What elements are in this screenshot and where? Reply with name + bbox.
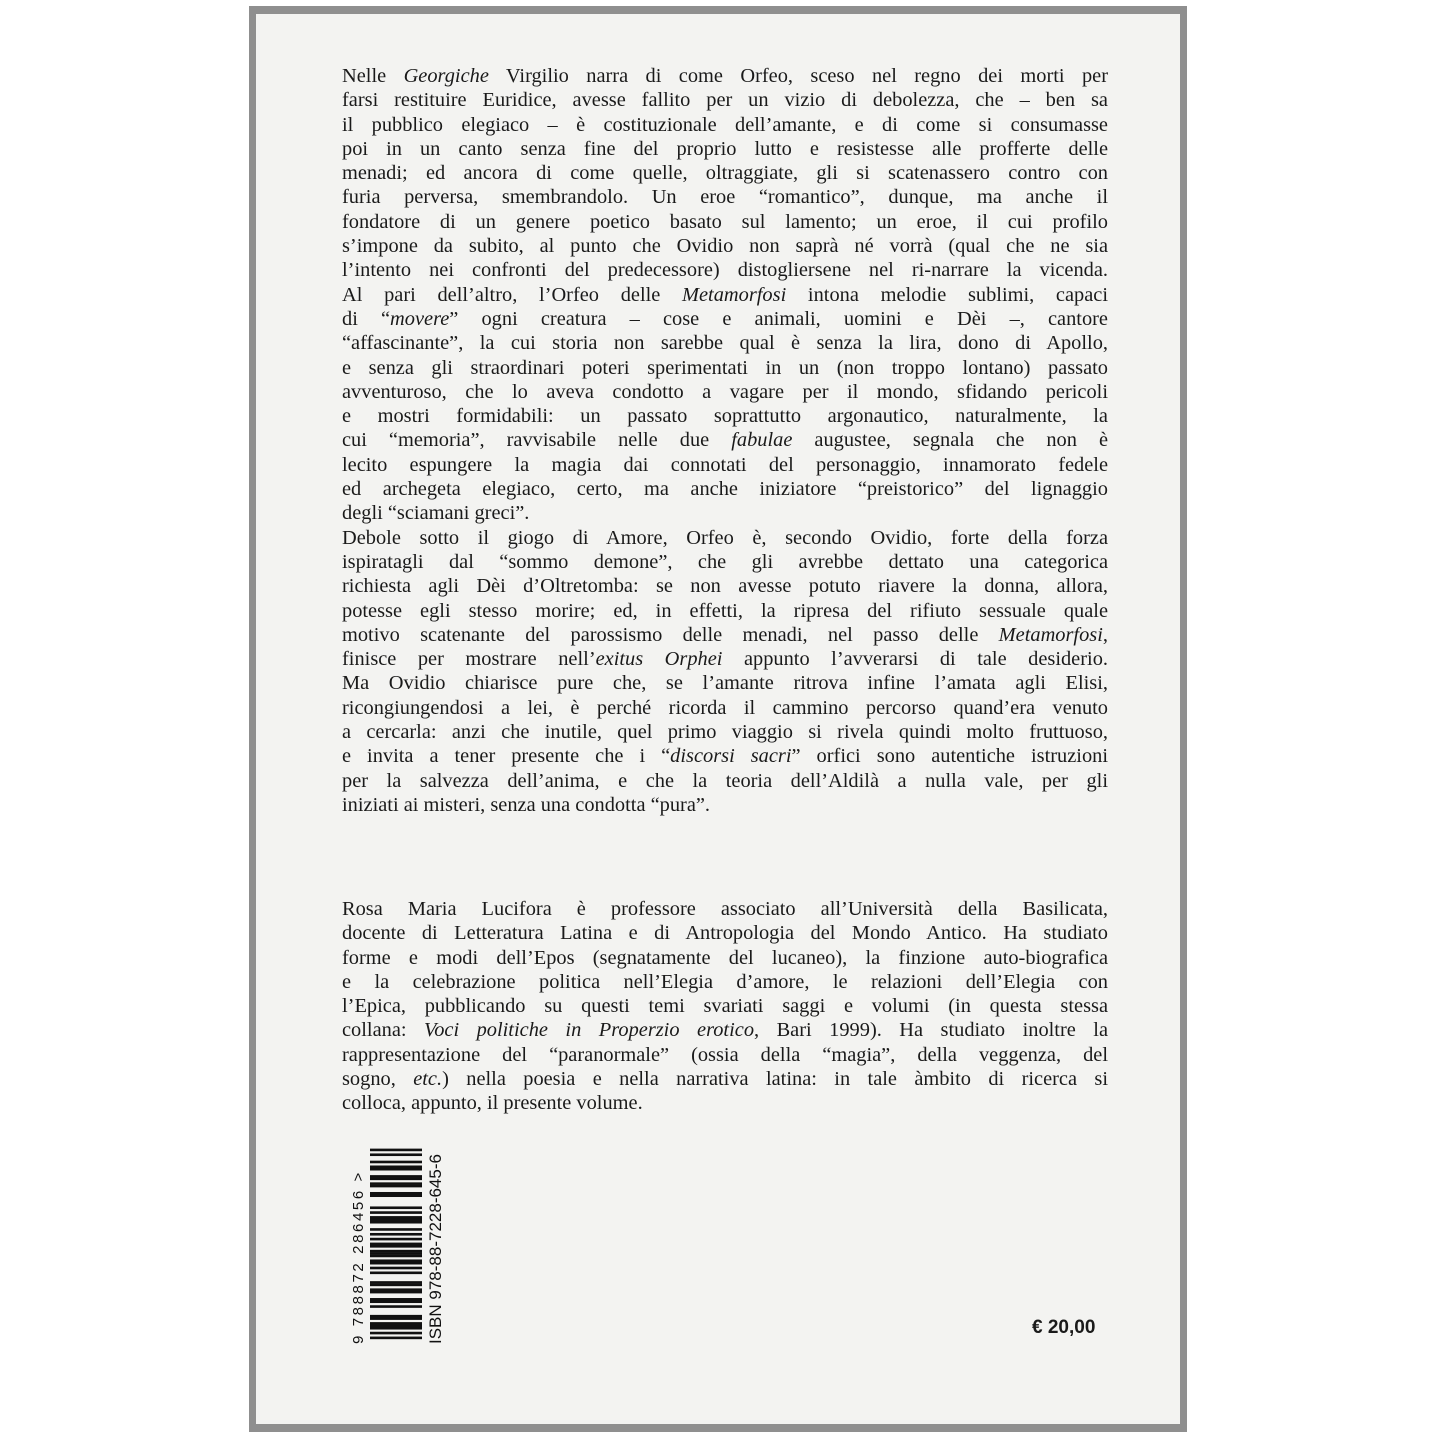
text-line	[342, 599, 1108, 623]
barcode-bar	[370, 1168, 422, 1171]
text-line	[342, 623, 1108, 647]
barcode-bar	[370, 1245, 422, 1248]
text-line	[342, 1043, 1108, 1067]
text-line	[342, 671, 1108, 695]
text-segment: l’intento nei confronti del predecessore) distogliersene nel ri-narrare la vicenda.	[342, 259, 1108, 282]
text-segment: menadi; ed ancora di come quelle, oltraggiate, gli si scatenassero contro con	[342, 162, 1108, 185]
text-segment: richiesta agli Dèi d’Oltretomba: se non avesse potuto riavere la donna, allora,	[342, 575, 1108, 598]
text-segment: s’impone da subito, al punto che Ovidio non saprà né vorrà (qual che ne sia	[342, 235, 1108, 258]
barcode-bar	[370, 1337, 422, 1340]
text-segment: ,	[1102, 623, 1108, 646]
text-segment: intona melodie sublimi, capaci	[786, 283, 1108, 306]
barcode-bar	[370, 1267, 422, 1270]
text-segment: farsi restituire Euridice, avesse fallito per un vizio di debolezza, che – ben sa	[342, 89, 1108, 112]
text-line	[342, 501, 1108, 525]
text-line	[342, 283, 1108, 307]
text-line	[342, 356, 1108, 380]
text-segment: fondatore di un genere poetico basato sul lamento; un eroe, il cui profilo	[342, 210, 1108, 233]
text-line	[342, 428, 1108, 452]
italic-text: Voci politiche in Properzio erotico	[424, 1019, 755, 1042]
text-segment: lecito espungere la magia dai connotati del personaggio, innamorato fedele	[342, 453, 1108, 476]
barcode-bar	[370, 1322, 422, 1325]
barcode-bar	[370, 1216, 422, 1219]
text-line	[342, 185, 1108, 209]
italic-text: discorsi sacri	[670, 745, 792, 768]
text-segment: e la celebrazione politica nell’Elegia d’amore, le relazioni dell’Elegia con	[342, 970, 1108, 993]
text-line	[342, 970, 1108, 994]
back-cover	[256, 14, 1180, 1424]
text-segment: ricongiungendosi a lei, è perché ricorda il cammino percorso quand’era venuto	[342, 696, 1108, 719]
italic-text: etc.	[413, 1068, 443, 1091]
text-line	[342, 769, 1108, 793]
barcode-bar	[370, 1182, 422, 1185]
text-line	[342, 1091, 1108, 1115]
text-segment: ) nella poesia e nella narrativa latina: in tale àmbito di ricerca si	[442, 1068, 1108, 1091]
text-line	[342, 234, 1108, 258]
text-line	[342, 453, 1108, 477]
text-segment: poi in un canto senza fine del proprio lutto e resistesse alle profferte delle	[342, 137, 1108, 160]
text-line	[342, 897, 1108, 921]
text-segment: docente di Letteratura Latina e di Antropologia del Mondo Antico. Ha studiato	[342, 922, 1108, 945]
text-line	[342, 526, 1108, 550]
text-line	[342, 331, 1108, 355]
barcode-bar	[370, 1194, 422, 1197]
text-segment: colloca, appunto, il presente volume.	[342, 1092, 643, 1115]
text-segment: ispiratagli dal “sommo demone”, che gli avrebbe dettato una categorica	[342, 550, 1108, 573]
text-segment: l’Epica, pubblicando su questi temi svariati saggi e volumi (in questa stessa	[342, 995, 1108, 1018]
text-segment: ” orfici sono autentiche istruzioni	[791, 745, 1108, 768]
text-line	[342, 477, 1108, 501]
text-line	[342, 696, 1108, 720]
text-line	[342, 793, 1108, 817]
italic-text: exitus Orphei	[595, 648, 723, 671]
text-segment: motivo scatenante del parossismo delle menadi, nel passo delle	[342, 623, 999, 646]
barcode-bar	[370, 1281, 422, 1284]
text-line	[342, 210, 1108, 234]
barcode-bar	[370, 1228, 422, 1231]
barcode-bar	[370, 1185, 422, 1188]
text-segment: e mostri formidabili: un passato soprattutto argonautico, naturalmente, la	[342, 405, 1108, 428]
text-line	[342, 137, 1108, 161]
barcode-bar	[370, 1178, 422, 1181]
text-line	[342, 113, 1108, 137]
text-segment: appunto l’avverarsi di tale desiderio.	[722, 648, 1108, 671]
italic-text: fabulae	[731, 429, 793, 452]
barcode-bar	[370, 1298, 422, 1301]
text-segment: e senza gli straordinari poteri sperimentati in un (non troppo lontano) passato	[342, 356, 1108, 379]
isbn-number: ISBN 978-88-7228-645-6	[426, 1154, 445, 1344]
text-line	[342, 161, 1108, 185]
text-segment: e invita a tener presente che i “	[342, 745, 671, 768]
barcode-bar	[370, 1300, 422, 1303]
text-line	[342, 720, 1108, 744]
text-segment: furia perversa, smembrandolo. Un eroe “romantico”, dunque, ma anche il	[342, 186, 1108, 209]
barcode-bar	[370, 1161, 422, 1164]
text-segment: rappresentazione del “paranormale” (ossia della “magia”, della veggenza, del	[342, 1043, 1108, 1066]
text-line	[342, 994, 1108, 1018]
text-segment: Virgilio narra di come Orfeo, sceso nel regno dei morti per	[488, 65, 1108, 87]
blurb-text	[342, 64, 1108, 817]
text-segment: Debole sotto il giogo di Amore, Orfeo è, secondo Ovidio, forte della forza	[342, 526, 1108, 549]
text-line	[342, 550, 1108, 574]
text-segment: Rosa Maria Lucifora è professore associato all’Università della Basilicata,	[342, 898, 1108, 920]
text-segment: di “	[342, 307, 391, 330]
text-segment: collana:	[342, 1019, 425, 1042]
barcode-bar	[370, 1262, 422, 1265]
text-line	[342, 921, 1108, 945]
barcode-bar	[370, 1206, 422, 1209]
barcode-bar	[370, 1272, 422, 1275]
barcode-bar	[370, 1284, 422, 1287]
italic-text: Georgiche	[403, 65, 489, 87]
barcode-bar	[370, 1305, 422, 1308]
barcode-bar	[370, 1192, 422, 1195]
text-line	[342, 1018, 1108, 1042]
text-line	[342, 946, 1108, 970]
text-segment: “affascinante”, la cui storia non sarebbe qual è senza la lira, dono di Apollo,	[342, 332, 1108, 355]
text-segment: degli “sciamani greci”.	[342, 502, 530, 525]
barcode-bar	[370, 1175, 422, 1178]
text-segment: Nelle	[342, 65, 404, 87]
text-segment: Al pari dell’altro, l’Orfeo delle	[342, 283, 683, 306]
text-line	[342, 574, 1108, 598]
italic-text: movere	[390, 307, 450, 330]
barcode-bar	[370, 1288, 422, 1291]
barcode-bar	[370, 1221, 422, 1224]
barcode-bar	[370, 1149, 422, 1152]
text-line	[342, 380, 1108, 404]
barcode-bar	[370, 1332, 422, 1335]
barcode-bar	[370, 1325, 422, 1328]
text-segment: per la salvezza dell’anima, e che la teoria dell’Aldilà a nulla vale, per gli	[342, 769, 1108, 792]
barcode-bar	[370, 1250, 422, 1253]
barcode-bar	[370, 1211, 422, 1214]
barcode-area	[348, 1144, 458, 1344]
text-segment: , Bari 1999). Ha studiato inoltre la	[754, 1019, 1108, 1042]
text-line	[342, 1067, 1108, 1091]
barcode-digits: 9 788872 286456 >	[350, 1170, 367, 1344]
text-line	[342, 404, 1108, 428]
price-label: € 20,00	[1032, 1317, 1096, 1338]
text-line	[342, 744, 1108, 768]
text-line	[342, 258, 1108, 282]
barcode-bar	[370, 1238, 422, 1241]
text-segment: a cercarla: anzi che inutile, quel primo viaggio si rivela quindi molto fruttuoso,	[342, 721, 1108, 744]
barcode-bar	[370, 1291, 422, 1294]
text-segment: forme e modi dell’Epos (segnatamente del lucaneo), la finzione auto-biografica	[342, 946, 1108, 969]
text-line	[342, 307, 1108, 331]
text-segment: il pubblico elegiaco – è costituzionale dell’amante, e di come si consumasse	[342, 113, 1108, 136]
text-segment: cui “memoria”, ravvisabile nelle due	[342, 429, 732, 452]
barcode-bar	[370, 1233, 422, 1236]
barcode-bar	[370, 1219, 422, 1222]
italic-text: Metamorfosi	[998, 623, 1103, 646]
barcode-bar	[370, 1165, 422, 1168]
text-segment: iniziati ai misteri, senza una condotta “pura”.	[342, 793, 711, 816]
text-segment: ed archegeta elegiaco, certo, ma anche iniziatore “preistorico” del lignaggio	[342, 478, 1108, 501]
barcode-bar	[370, 1255, 422, 1258]
text-segment: potesse egli stesso morire; ed, in effetti, la ripresa del rifiuto sessuale quale	[342, 599, 1108, 622]
barcode-bar	[370, 1243, 422, 1246]
barcode-bar	[370, 1259, 422, 1262]
barcode-bar	[370, 1315, 422, 1318]
text-line	[342, 647, 1108, 671]
author-bio	[342, 897, 1108, 1116]
text-segment: sogno,	[342, 1068, 414, 1091]
text-segment: Ma Ovidio chiarisce pure che, se l’amante ritrova infine l’amata agli Elisi,	[342, 672, 1108, 695]
barcode-bar	[370, 1153, 422, 1156]
barcode-bars	[370, 1144, 422, 1344]
italic-text: Metamorfosi	[682, 283, 787, 306]
text-segment: ” ogni creatura – cose e animali, uomini e Dèi –, cantore	[449, 307, 1108, 330]
text-segment: augustee, segnala che non è	[792, 429, 1108, 452]
text-line	[342, 64, 1108, 88]
text-segment: avventuroso, che lo aveva condotto a vagare per il mondo, sfidando pericoli	[342, 380, 1108, 403]
barcode-bar	[370, 1252, 422, 1255]
text-line	[342, 88, 1108, 112]
barcode-bar	[370, 1327, 422, 1330]
barcode-bar	[370, 1317, 422, 1320]
text-segment: finisce per mostrare nell’	[342, 648, 596, 671]
